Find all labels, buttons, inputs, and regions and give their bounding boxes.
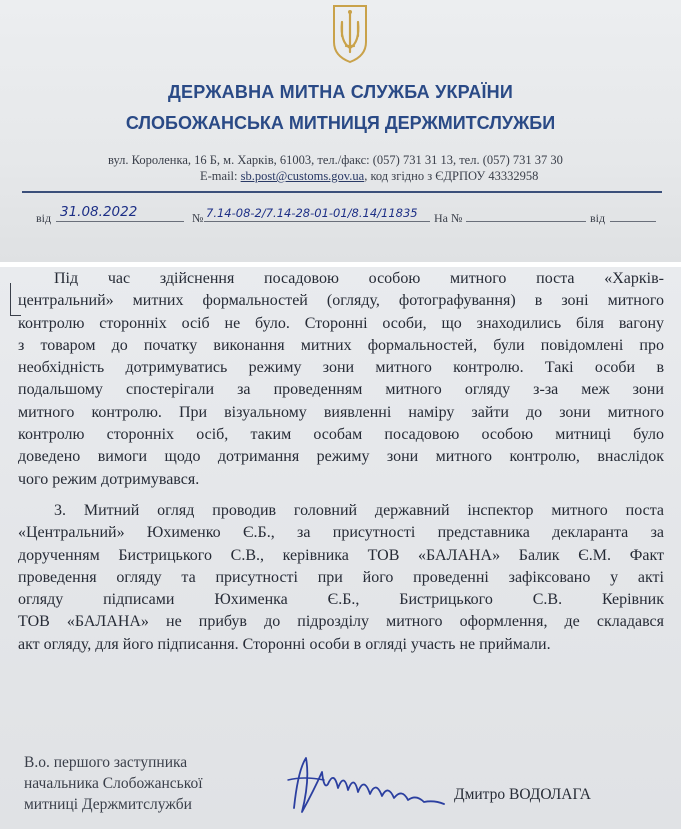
paragraph-2-line: проведення огляду та присутності при його проведенні зафіксовано у акті [18, 568, 664, 586]
contact-line [200, 169, 538, 184]
number-label: № [192, 211, 204, 225]
paragraph-1-line: Під час здійснення посадовою особою митного поста «Харків- [54, 270, 664, 287]
paragraph-2-line: «Центральний» Юхименко Є.Б., за присутності представника декларанта за [18, 524, 664, 542]
header-divider [22, 191, 662, 193]
to-label: На № [434, 211, 463, 225]
paragraph-1-line: з товаром до початку виконання митних формальностей, були повідомлені про [18, 336, 664, 354]
paragraph-2 [18, 500, 664, 656]
signatory-role-line: начальника Слобожанської [24, 775, 203, 792]
paragraph-1-line: контролю сторонніх осіб не було. Сторонні особи, що знаходились біля вагону [18, 314, 664, 332]
signatory-name: Дмитро ВОДОЛАГА [454, 786, 591, 803]
edrpou-code: , код згідно з ЄДРПОУ 43332958 [364, 169, 539, 183]
paragraph-1-line: чого режим дотримувався. [18, 470, 200, 488]
paragraph-2-line: огляду підписами Юхименка Є.Б., Бистрицького С.В. Керівник [18, 591, 664, 609]
letter-number: 7.14-08-2/7.14-28-01-01/8.14/11835 [206, 206, 418, 220]
paragraph-2-line: акт огляду, для його підписання. Сторонні особи в огляді участь не приймали. [18, 635, 551, 653]
address-line: вул. Короленка, 16 Б, м. Харків, 61003, тел./факс: (057) 731 31 13, тел. (057) 731 37 30 [108, 153, 563, 167]
trident-icon [326, 2, 374, 66]
to-date-blank [610, 207, 656, 222]
from-label: від [36, 211, 52, 225]
paragraph-1-line: контролю сторонніх осіб, таким особам посадовою особою митниці було [18, 426, 664, 444]
paragraph-1 [18, 268, 664, 491]
signatory-role-line: митниці Держмитслужби [24, 796, 192, 813]
paragraph-1-line: необхідність дотримуватись режиму зони митного контролю. Такі особи в [18, 359, 664, 377]
letterhead [0, 0, 681, 262]
email-link[interactable]: sb.post@customs.gov.ua [240, 169, 365, 183]
letter-date: 31.08.2022 [60, 204, 138, 220]
paragraph-2-line: 3. Митний огляд проводив головний державний інспектор митного поста [54, 502, 664, 519]
signatory-role [24, 752, 203, 815]
paragraph-1-line: митного контролю. При візуальному виявленні наміру зайти до зони митного [18, 403, 664, 421]
email-label: E-mail: [200, 169, 238, 183]
signatory-role-line: В.о. першого заступника [24, 754, 188, 771]
to-date-label: від [590, 211, 606, 225]
paragraph-1-line: центральний» митних формальностей (огляду, фотографування) в зоні митного [18, 292, 664, 310]
to-number-blank [466, 207, 586, 222]
paragraph-2-line: ТОВ «БАЛАНА» не прибув до підрозділу митного оформлення, де складався [18, 613, 664, 631]
paragraph-1-line: подальшому спостерігали за проведенням митного огляду з-за меж зони [18, 381, 664, 399]
org-name-line2: СЛОБОЖАНСЬКА МИТНИЦЯ ДЕРЖМИТСЛУЖБИ [125, 113, 556, 133]
paragraph-2-line: дорученням Бистрицького С.В., керівника ТОВ «БАЛАНА» Балик Є.М. Факт [18, 546, 664, 564]
org-name-line1: ДЕРЖАВНА МИТНА СЛУЖБА УКРАЇНИ [168, 82, 513, 102]
reference-line [36, 204, 656, 229]
paragraph-1-line: доведено вимоги щодо дотримання режиму зони митного контролю, внаслідок [18, 448, 664, 466]
handwritten-signature [284, 750, 454, 820]
